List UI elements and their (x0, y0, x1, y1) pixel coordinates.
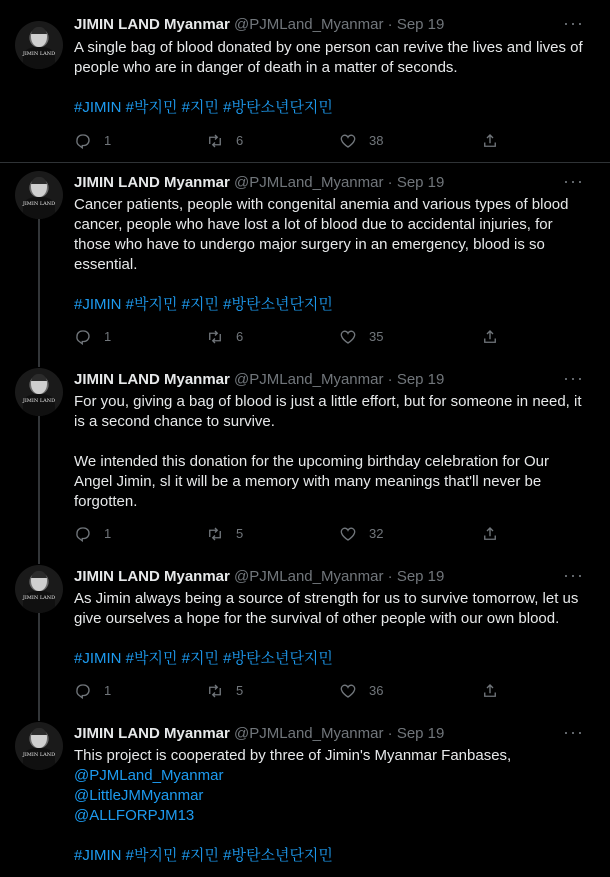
tweet-date[interactable]: Sep 19 (396, 568, 445, 585)
avatar-text: JIMIN LAND (22, 752, 56, 758)
retweet-count: 5 (236, 526, 244, 541)
retweet-count: 5 (236, 683, 244, 698)
avatar[interactable] (15, 21, 63, 69)
share-icon (481, 682, 499, 700)
tweet-date[interactable]: Sep 19 (396, 371, 445, 388)
author-handle[interactable]: @PJMLand_Myanmar (234, 174, 384, 191)
separator-dot: · (387, 16, 393, 33)
tweet-text (74, 392, 584, 512)
tweet-actions (74, 131, 524, 151)
avatar[interactable] (15, 171, 63, 219)
tweet-3[interactable] (0, 360, 610, 557)
author-name[interactable]: JIMIN LAND Myanmar (74, 371, 230, 388)
mention-link[interactable]: @ALLFORPJM13 (74, 807, 195, 824)
tweet-date[interactable]: Sep 19 (396, 16, 445, 33)
reply-icon (74, 132, 92, 150)
tweet-text (74, 746, 584, 866)
tweet-paragraph: This project is cooperated by three of Jimin's Myanmar Fanbases, (74, 747, 512, 764)
hashtags[interactable]: #JIMIN #박지민 #지민 #방탄소년단지민 (74, 296, 333, 313)
avatar-face (31, 571, 47, 591)
tweet-actions (74, 327, 524, 347)
avatar-face (31, 27, 47, 47)
tweet-header (74, 15, 444, 35)
tweet-header (74, 567, 444, 587)
reply-count: 1 (104, 526, 112, 541)
avatar-text: JIMIN LAND (22, 595, 56, 601)
separator-dot: · (387, 568, 393, 585)
mention-link[interactable]: @PJMLand_Myanmar (74, 767, 224, 784)
tweet-actions (74, 681, 524, 701)
tweet-2[interactable] (0, 163, 610, 360)
tweet-header (74, 370, 444, 390)
author-name[interactable]: JIMIN LAND Myanmar (74, 568, 230, 585)
tweet-paragraph: Cancer patients, people with congenital anemia and various types of blood cancer, people who have lost a lot of blood due to accidental injuries, for those who have to undergo major surgery in an emergency, blood is so essential. (74, 196, 569, 273)
retweet-icon (206, 525, 224, 543)
tweet-text (74, 589, 584, 669)
hashtags[interactable]: #JIMIN #박지민 #지민 #방탄소년단지민 (74, 847, 333, 864)
tweet-paragraph: As Jimin always being a source of strength for us to survive tomorrow, let us give ourselves a hope for the survival of other people with our own blood. (74, 590, 579, 627)
like-count: 35 (369, 329, 384, 344)
author-handle[interactable]: @PJMLand_Myanmar (234, 371, 384, 388)
retweet-icon (206, 328, 224, 346)
share-icon (481, 525, 499, 543)
mention-link[interactable]: @LittleJMMyanmar (74, 787, 204, 804)
tweet-4[interactable] (0, 557, 610, 714)
avatar-text: JIMIN LAND (22, 201, 56, 207)
avatar-face (31, 728, 47, 748)
hashtags[interactable]: #JIMIN #박지민 #지민 #방탄소년단지민 (74, 99, 333, 116)
tweet-text (74, 38, 584, 118)
retweet-icon (206, 132, 224, 150)
share-icon (481, 328, 499, 346)
retweet-count: 6 (236, 329, 244, 344)
heart-icon (339, 132, 357, 150)
more-options-icon[interactable]: ··· (563, 722, 584, 742)
tweet-header (74, 173, 444, 193)
tweet-1[interactable] (0, 0, 610, 163)
reply-count: 1 (104, 133, 112, 148)
author-handle[interactable]: @PJMLand_Myanmar (234, 568, 384, 585)
avatar-face (31, 177, 47, 197)
reply-icon (74, 682, 92, 700)
author-name[interactable]: JIMIN LAND Myanmar (74, 16, 230, 33)
tweet-text (74, 195, 584, 315)
avatar[interactable] (15, 565, 63, 613)
like-count: 36 (369, 683, 384, 698)
more-options-icon[interactable]: ··· (563, 565, 584, 585)
tweet-header (74, 724, 444, 744)
tweet-date[interactable]: Sep 19 (396, 725, 445, 742)
avatar-text: JIMIN LAND (22, 398, 56, 404)
like-count: 32 (369, 526, 384, 541)
tweet-5[interactable] (0, 714, 610, 877)
author-handle[interactable]: @PJMLand_Myanmar (234, 725, 384, 742)
heart-icon (339, 525, 357, 543)
author-name[interactable]: JIMIN LAND Myanmar (74, 725, 230, 742)
separator-dot: · (387, 174, 393, 191)
tweet-date[interactable]: Sep 19 (396, 174, 445, 191)
tweet-paragraph: For you, giving a bag of blood is just a little effort, but for someone in need, it is a second chance to survive. (74, 393, 582, 430)
avatar[interactable] (15, 722, 63, 770)
like-count: 38 (369, 133, 384, 148)
author-handle[interactable]: @PJMLand_Myanmar (234, 16, 384, 33)
retweet-count: 6 (236, 133, 244, 148)
avatar-text: JIMIN LAND (22, 51, 56, 57)
avatar[interactable] (15, 368, 63, 416)
reply-count: 1 (104, 683, 112, 698)
tweet-paragraph: We intended this donation for the upcoming birthday celebration for Our Angel Jimin, sl it will be a memory with many meanings that'll never be forgotten. (74, 453, 550, 510)
share-icon (481, 132, 499, 150)
reply-count: 1 (104, 329, 112, 344)
retweet-icon (206, 682, 224, 700)
hashtags[interactable]: #JIMIN #박지민 #지민 #방탄소년단지민 (74, 650, 333, 667)
reply-icon (74, 525, 92, 543)
reply-icon (74, 328, 92, 346)
separator-dot: · (387, 725, 393, 742)
tweet-actions (74, 524, 524, 544)
more-options-icon[interactable]: ··· (563, 171, 584, 191)
heart-icon (339, 328, 357, 346)
author-name[interactable]: JIMIN LAND Myanmar (74, 174, 230, 191)
avatar-face (31, 374, 47, 394)
more-options-icon[interactable]: ··· (563, 13, 584, 33)
heart-icon (339, 682, 357, 700)
tweet-paragraph: A single bag of blood donated by one person can revive the lives and lives of people who are in danger of death in a matter of seconds. (74, 39, 583, 76)
separator-dot: · (387, 371, 393, 388)
more-options-icon[interactable]: ··· (563, 368, 584, 388)
